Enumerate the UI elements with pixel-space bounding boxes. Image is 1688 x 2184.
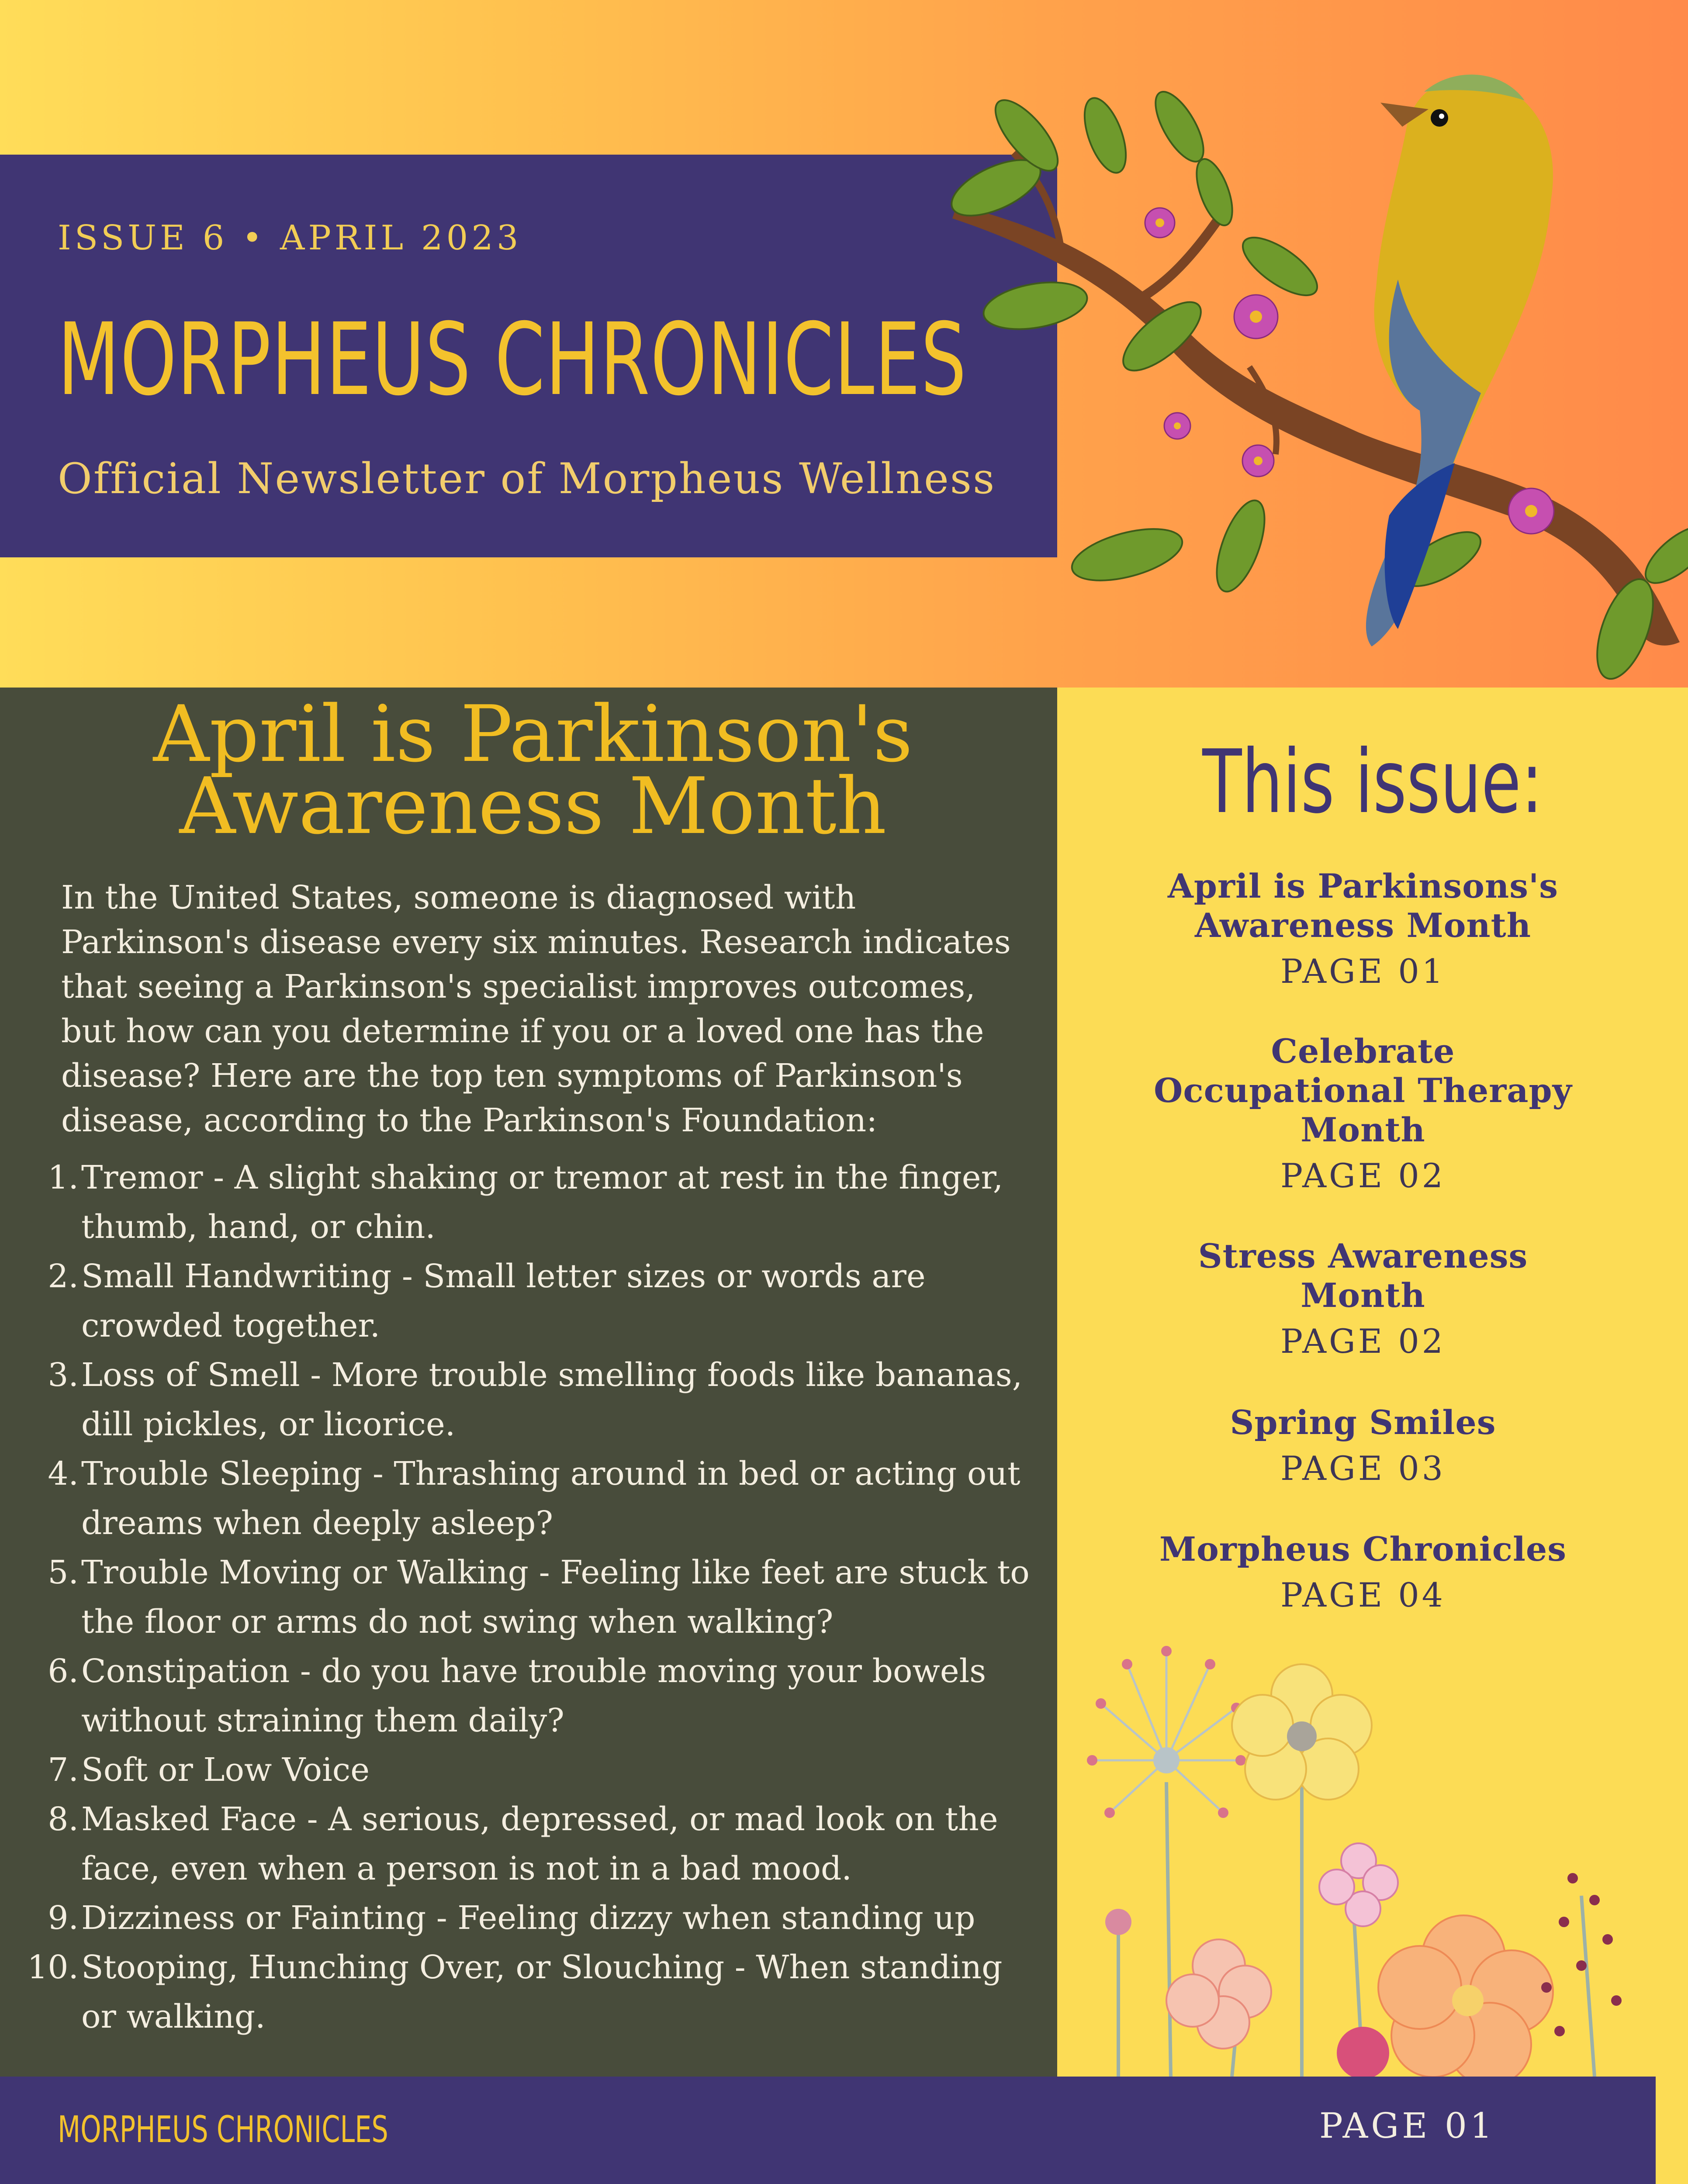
- article-title: [0, 689, 1066, 851]
- toc-item[interactable]: [1153, 1530, 1573, 1617]
- list-item-text: Constipation - do you have trouble moving your bowels without straining them daily?: [81, 1652, 986, 1739]
- toc-heading: This issue:: [1202, 731, 1543, 833]
- toc-item[interactable]: [1153, 1032, 1573, 1198]
- list-item: [0, 1351, 1040, 1449]
- toc-item-title: Celebrate Occupational Therapy Month: [1154, 1032, 1572, 1149]
- list-number: 3.: [48, 1356, 79, 1394]
- list-item-text: Loss of Smell - More trouble smelling foods like bananas, dill pickles, or licorice.: [81, 1356, 1023, 1443]
- list-item-text: Tremor - A slight shaking or tremor at rest in the finger, thumb, hand, or chin.: [81, 1159, 1003, 1246]
- toc-item-title: Spring Smiles: [1230, 1403, 1496, 1442]
- toc-item[interactable]: [1153, 867, 1573, 993]
- newsletter-subtitle: Official Newsletter of Morpheus Wellness: [58, 454, 996, 503]
- article-intro: In the United States, someone is diagnosed with Parkinson's disease every six minutes. Research indicates that seeing a Parkinson's specialist improves outcomes, but how can you determine if you or a loved one has the disease? Here are the top ten symptoms of Parkinson's disease, according to the Parkinson's Foundation:: [61, 879, 1011, 1139]
- list-number: 4.: [48, 1455, 79, 1493]
- list-number: 9.: [48, 1899, 79, 1937]
- list-item-text: Small Handwriting - Small letter sizes or words are crowded together.: [81, 1258, 926, 1344]
- list-item: [0, 1548, 1040, 1647]
- toc-item-title: Stress Awareness Month: [1198, 1237, 1528, 1315]
- list-number: 5.: [48, 1554, 79, 1591]
- list-number: 8.: [48, 1800, 79, 1838]
- flowers-icon: [1057, 1616, 1669, 2077]
- list-item: [0, 1449, 1040, 1548]
- list-item-text: Trouble Sleeping - Thrashing around in bed or acting out dreams when deeply asleep?: [81, 1455, 1020, 1542]
- bird-on-branch-icon: [917, 61, 1688, 690]
- list-item: [0, 1795, 1040, 1894]
- list-item: [0, 1252, 1040, 1351]
- list-item: [0, 1745, 1040, 1795]
- toc-item-page: PAGE 03: [1280, 1449, 1446, 1488]
- article-title-line-2: Awareness Month: [179, 761, 887, 851]
- list-item-text: Dizziness or Fainting - Feeling dizzy when standing up: [81, 1899, 975, 1937]
- toc-item-page: PAGE 02: [1280, 1156, 1446, 1195]
- list-item-text: Masked Face - A serious, depressed, or mad look on the face, even when a person is not in a bad mood.: [81, 1800, 998, 1887]
- list-number: 1.: [48, 1159, 79, 1196]
- toc-item[interactable]: [1153, 1403, 1573, 1490]
- list-number: 6.: [48, 1652, 79, 1690]
- issue-line: ISSUE 6 • APRIL 2023: [58, 218, 522, 258]
- list-item: [0, 1153, 1040, 1252]
- newsletter-title: MORPHEUS CHRONICLES: [58, 301, 967, 418]
- toc-item[interactable]: [1153, 1237, 1573, 1363]
- list-item-text: Trouble Moving or Walking - Feeling like feet are stuck to the floor or arms do not swing when walking?: [81, 1554, 1030, 1641]
- toc-item-page: PAGE 01: [1280, 952, 1446, 991]
- list-number: 10.: [27, 1949, 79, 1986]
- symptom-list: [0, 1153, 1040, 2042]
- list-item: [0, 1943, 1040, 2042]
- list-item-text: Stooping, Hunching Over, or Slouching - When standing or walking.: [81, 1949, 1003, 2035]
- list-number: 7.: [48, 1751, 79, 1789]
- toc-item-title: Morpheus Chronicles: [1159, 1530, 1567, 1569]
- footer-page-number: PAGE 01: [1319, 2105, 1495, 2146]
- toc-item-page: PAGE 02: [1280, 1322, 1446, 1361]
- list-item: [0, 1647, 1040, 1745]
- list-item-text: Soft or Low Voice: [81, 1751, 370, 1789]
- article-title-line-1: April is Parkinson's: [153, 689, 913, 779]
- toc-item-title: April is Parkinsons's Awareness Month: [1167, 867, 1559, 945]
- list-number: 2.: [48, 1258, 79, 1295]
- footer-title: MORPHEUS CHRONICLES: [58, 2108, 388, 2151]
- toc-item-page: PAGE 04: [1280, 1576, 1446, 1614]
- article-panel: [0, 688, 1057, 2077]
- footer-bar: [0, 2077, 1656, 2184]
- list-item: [0, 1894, 1040, 1943]
